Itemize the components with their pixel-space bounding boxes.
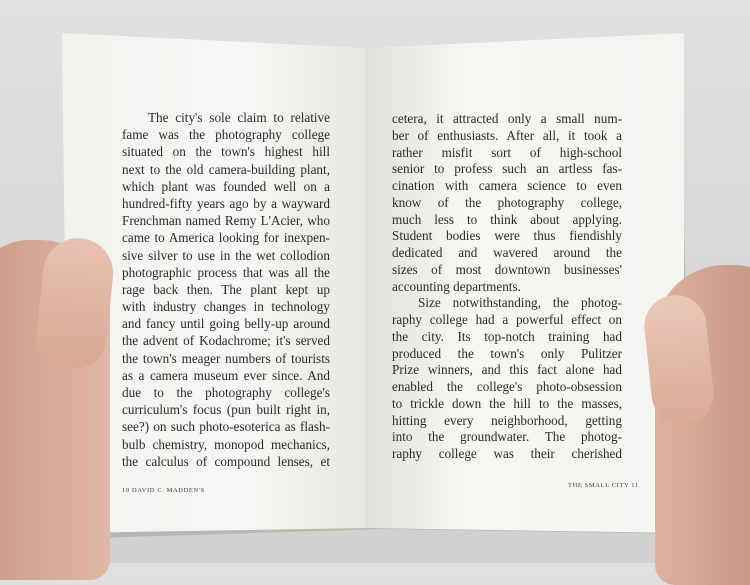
text-line: bulb chemistry, monopod mechanics, — [122, 436, 330, 452]
text-line: hitting every neighborhood, getting — [392, 412, 622, 428]
text-line: to trickle down the hill to the masses, — [392, 395, 622, 411]
text-line: next to the old camera-building plant, — [122, 161, 330, 177]
text-line: sive silver to use in the wet collodion — [122, 247, 330, 263]
text-line: Size notwithstanding, the photog- — [418, 295, 622, 311]
text-line: came to America looking for inexpen- — [122, 230, 330, 246]
text-line: rather misfit sort of high-school — [392, 144, 622, 160]
left-page-text — [122, 109, 330, 470]
text-line: enabled the college's photo-obsession — [392, 379, 622, 394]
text-line: as a camera museum ever since. And — [122, 367, 330, 383]
text-line: know of the photography college, — [392, 194, 622, 210]
text-line: cination with camera science to even — [392, 178, 622, 193]
text-line: due to the photography college's — [122, 385, 330, 400]
text-line: the town's meager numbers of tourists — [122, 350, 330, 366]
text-line: rage back then. The plant kept up — [122, 281, 330, 297]
text-line: dedicated and wavered around the — [392, 245, 622, 260]
text-line: which plant was founded well on a — [122, 178, 330, 194]
text-line: produced the town's only Pulitzer — [392, 345, 622, 361]
text-line: and fancy until going belly-up around — [122, 316, 330, 332]
text-line: Student bodies were thus fiendishly — [392, 228, 622, 244]
text-line: senior to profess such an artless fas- — [392, 161, 622, 177]
text-line: raphy college was their cherished — [392, 446, 622, 461]
text-line: raphy college had a powerful effect on — [392, 312, 622, 327]
text-line: Prize winners, and this fact alone had — [392, 362, 622, 378]
text-line: into the groundwater. The photog- — [392, 429, 622, 445]
text-line: Frenchman named Remy L'Acier, who — [122, 213, 330, 229]
text-line: much less to think about applying. — [392, 211, 622, 227]
text-line: ber of enthusiasts. After all, it took a — [392, 127, 622, 143]
text-line: accounting departments. — [392, 278, 521, 294]
text-line: situated on the town's highest hill — [122, 144, 330, 160]
text-line: photographic process that was all the — [122, 264, 330, 280]
text-line: the advent of Kodachrome; it's served — [122, 333, 330, 349]
text-line: sizes of most downtown businesses' — [392, 261, 622, 277]
text-line: fame was the photography college — [122, 127, 330, 143]
right-page-folio: THE SMALL CITY 11 — [568, 482, 639, 489]
left-page-folio: 10 DAVID C. MADDEN'S — [122, 487, 205, 494]
text-line: with industry changes in technology — [122, 299, 330, 315]
text-line: The city's sole claim to relative — [148, 110, 330, 125]
text-line: see?) on such photo-esoterica as flash- — [122, 419, 330, 435]
text-line: curriculum's focus (pun built right in, — [122, 402, 330, 418]
right-page-text — [392, 111, 622, 463]
text-line: cetera, it attracted only a small num- — [392, 111, 622, 126]
text-line: the calculus of compound lenses, et — [122, 453, 330, 469]
text-line: the city. Its top-notch training had — [392, 328, 622, 344]
text-line: hundred-fifty years ago by a wayward — [122, 195, 330, 211]
